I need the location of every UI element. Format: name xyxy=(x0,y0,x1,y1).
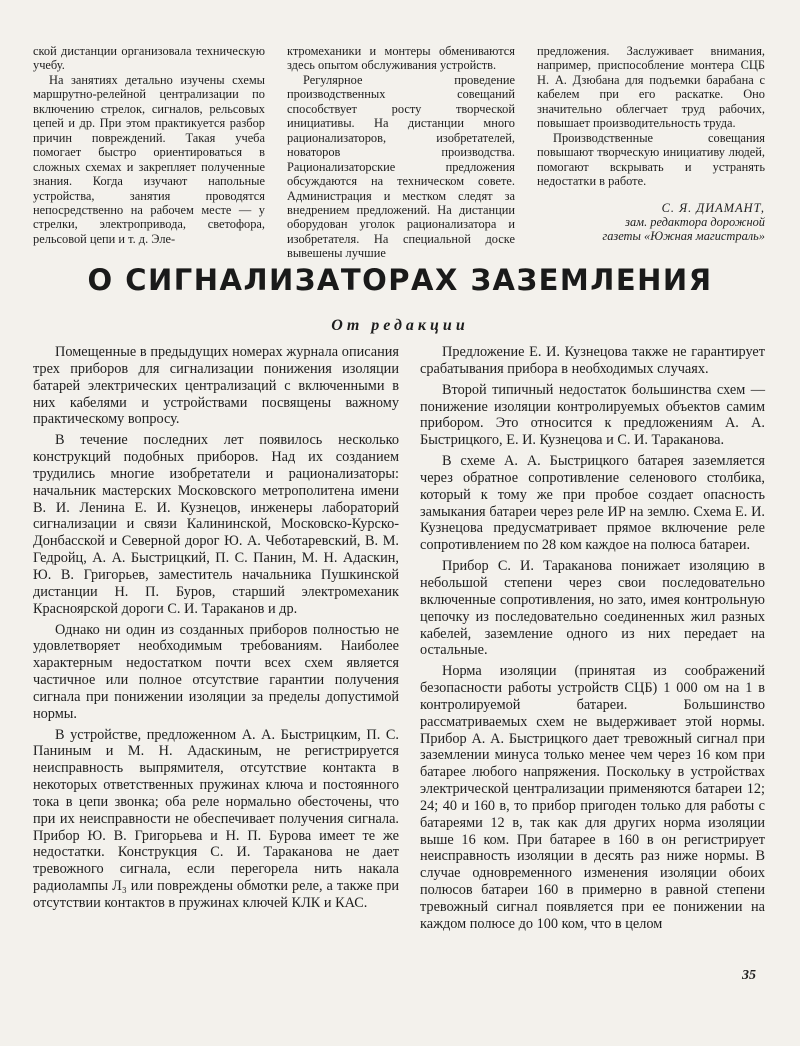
top-article-column-2 xyxy=(287,44,515,261)
author-newspaper: газеты «Южная магистраль» xyxy=(602,229,765,244)
paragraph: Предложение Е. И. Кузнецова также не гарантирует срабатывания прибора в необходимых случаях. xyxy=(420,344,765,377)
page-number: 35 xyxy=(742,968,756,983)
paragraph: ктромеханики и монтеры обмениваются здесь опытом обслуживания устройств. xyxy=(287,44,515,73)
paragraph: В схеме А. А. Быстрицкого батарея заземляется через обратное сопротивление селенового столбика, который к тому же при пробое создает опасность замыкания батареи через реле ИР на землю. Схема Е. И. Кузнецова предусматривает прямое включение реле сопротивлением по 28 ком каждое на полюса батареи. xyxy=(420,453,765,554)
paragraph: ской дистанции организовала техническую учебу. xyxy=(33,44,265,73)
top-article-column-1 xyxy=(33,44,265,246)
paragraph: Однако ни один из созданных приборов полностью не удовлетворяет необходимым требованиям. Наиболее характерным недостатком почти всех схем является частичное или полное отсутствие гарантии получения сигнала при понижении изоляции за пределы допустимой нормы. xyxy=(33,621,399,722)
paragraph: Норма изоляции (принятая из соображений безопасности работы устройств СЦБ) 1 000 ом на 1 в контролируемой батареи. Большинство рассматриваемых схем не выдерживает этой нормы. Прибор А. А. Быстрицкого дает тревожный сигнал при заземлении минуса только менее чем через 16 ком при батарее любого напряжения. Поскольку в устройствах электрической централизации применяются батареи 12; 24; 40 и 160 в, то прибор пригоден только для работы с батареями 12 в, так как для других норма изоляции выше 16 ком. При батарее в 160 в он регистрирует неисправность изоляции в десять раз ниже нормы. В случае одновременного изменения изоляции обоих полюсов батареи 160 в примерно в равной степени тревожный сигнал появляется при ее понижении на каждом полюсе до 100 ком, что в целом xyxy=(420,663,765,932)
author-name: С. Я. ДИАМАНТ, xyxy=(661,200,765,215)
paragraph: В устройстве, предложенном А. А. Быстрицким, П. С. Паниным и М. Н. Адаскиным, не регистрируется неисправность выпрямителя, отсутствие контакта в некоторых ответственных пружинах ключа и постоянного тока в цепи звонка; оба реле нормально обесточены, что при их неисправности не обеспечивает получения сигнала. Прибор Ю. В. Григорьева и Н. П. Бурова имеет те же недостатки. Конструкция С. И. Тараканова не дает тревожного сигнала, если перегорела нить накала радиолампы Л₃ или повреждены обмотки реле, а также при отсутствии контактов в пружинах ключей КЛК и КАС. xyxy=(33,726,399,911)
paragraph: Помещенные в предыдущих номерах журнала описания трех приборов для сигнализации понижения изоляции батарей электрических централизаций с включенными в них кабелями и устройствами посвящены важному практическому вопросу. xyxy=(33,344,399,428)
article-subtitle: От редакции xyxy=(331,317,469,334)
top-article-column-3 xyxy=(537,44,765,244)
author-position: зам. редактора дорожной xyxy=(625,214,765,229)
paragraph: На занятиях детально изучены схемы маршрутно-релейной централизации по включению стрелок, сигналов, рельсовых цепей и др. При этом практикуется разбор причин повреждений. Такая учеба помогает быстро ориентироваться в сложных схемах и закрепляет полученные знания. Когда изучают напольные устройства, занятия проводятся непосредственно на рабочем месте — у стрелки, электропривода, светофора, рельсовой цепи и т. д. Эле- xyxy=(33,72,265,246)
paragraph: Регулярное проведение производственных совещаний способствует росту творческой инициативы. На дистанции много рационализаторов, изобретателей, новаторов производства. Рационализаторские предложения обсуждаются на техническом совете. Администрация и местком следят за внедрением предложений. На дистанции оборудован уголок рационализатора и изобретателя. На специальной доске вывешены лучшие xyxy=(287,72,515,261)
paragraph: Производственные совещания повышают творческую инициативу людей, помогают вскрывать и устранять недостатки в работе. xyxy=(537,130,765,189)
article-title: О СИГНАЛИЗАТОРАХ ЗАЗЕМЛЕНИЯ xyxy=(87,263,713,297)
article-column-1 xyxy=(33,344,399,916)
paragraph: предложения. Заслуживает внимания, например, приспособление монтера СЦБ Н. А. Дзюбана для подъемки барабана с кабелем при его раскатке. Оно значительно облегчает труд рабочих, повышает производительность труда. xyxy=(537,44,765,131)
paragraph: Второй типичный недостаток большинства схем — понижение изоляции контролируемых объектов самим прибором. Это относится к предложениям А. А. Быстрицкого, Е. И. Кузнецова и С. И. Тараканова. xyxy=(420,381,765,449)
article-column-2 xyxy=(420,344,765,937)
paragraph: В течение последних лет появилось несколько конструкций подобных приборов. Над их созданием трудились многие изобретатели и рационализаторы: начальник мастерских Московского метрополитена имени В. И. Ленина Е. И. Кузнецов, инженеры лабораторий сигнализации и связи Калининской, Московско-Курско-Донбасской и Северной дорог Ю. А. Чеботаревский, В. М. Гедройц, А. А. Быстрицкий, П. С. Панин, М. Н. Адаскин, Ю. В. Григорьев, заместитель начальника Пушкинской дистанции Н. П. Буров, старший электромеханик Красноярской дороги С. И. Тараканов и др. xyxy=(33,432,399,617)
paragraph: Прибор С. И. Тараканова понижает изоляцию в небольшой степени через свои последовательно включенные сопротивления, но зато, имея контрольную цепочку из последовательно соединенных жил разных кабелей, заземление одного из них передает на остальные. xyxy=(420,558,765,659)
